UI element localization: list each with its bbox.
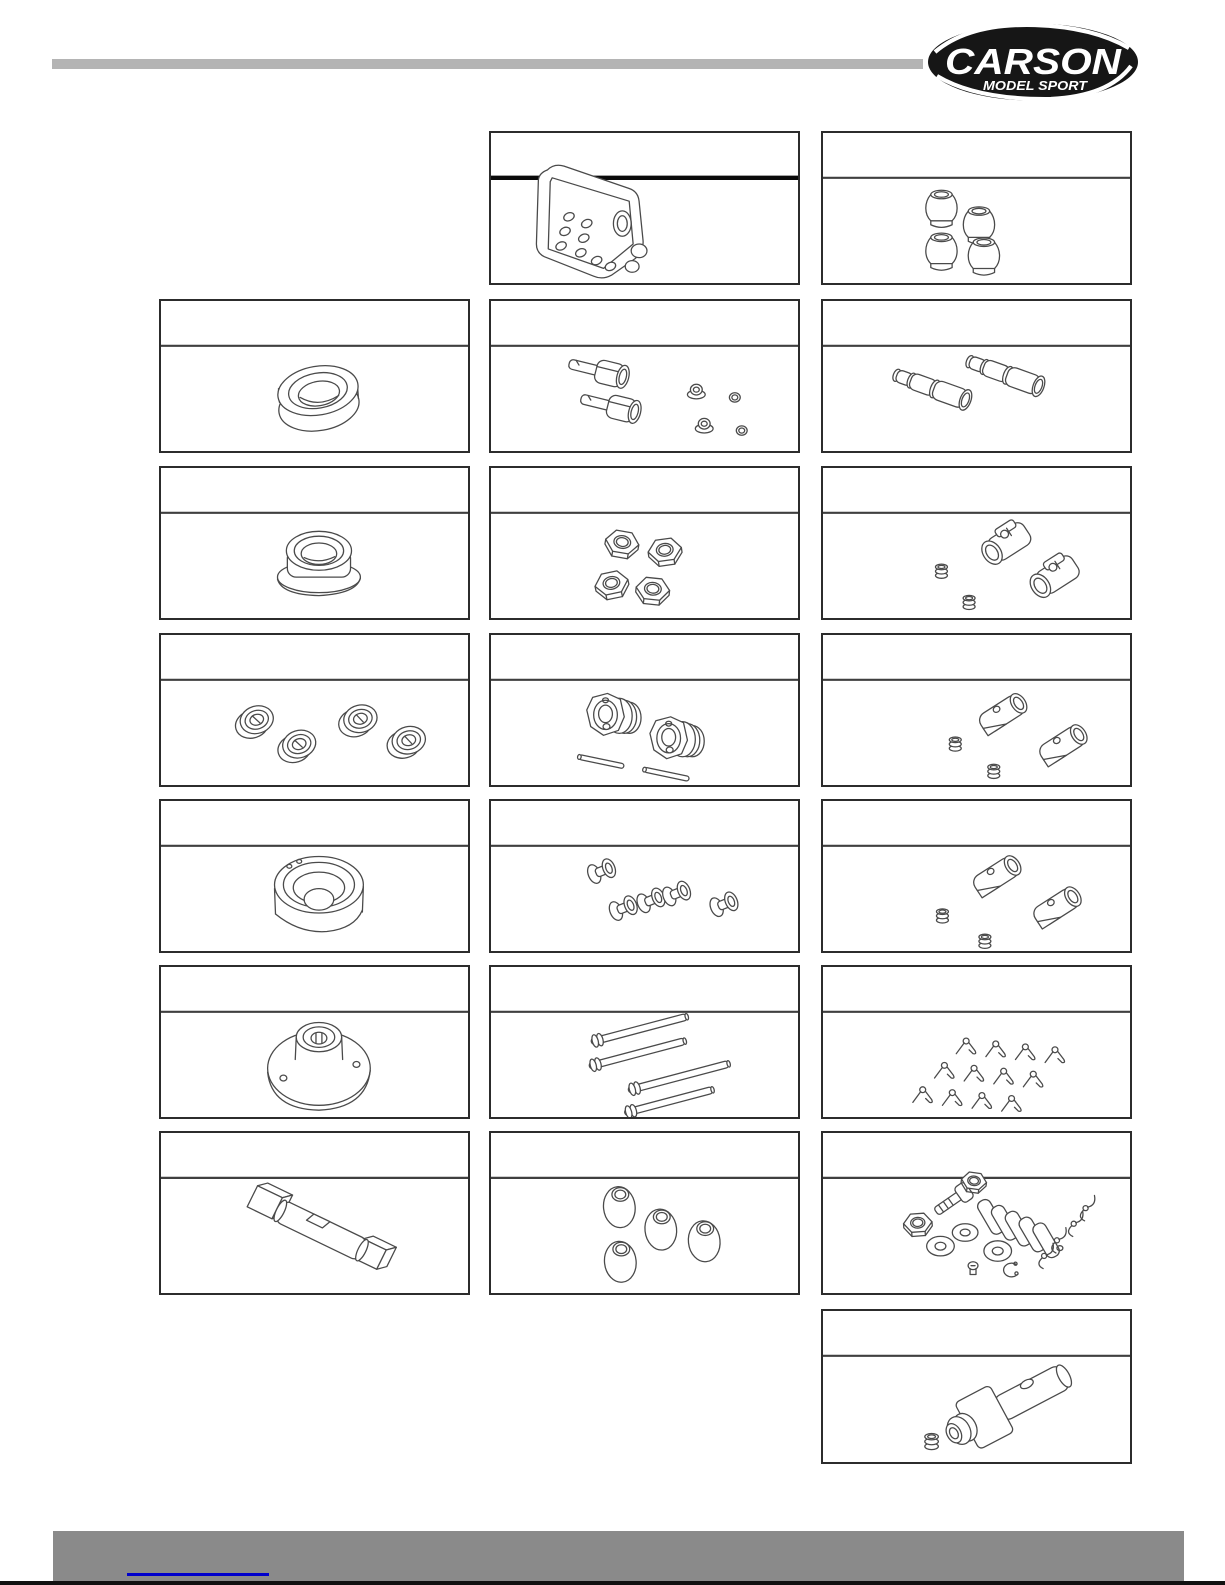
wheel-hubs-pins-box [489,633,800,787]
diff-outdrives-drawing [491,301,798,451]
footer-link[interactable] [127,1573,269,1576]
body-clips-box [821,965,1132,1119]
square-shaft-drawing [161,1133,468,1293]
shaft-adapter-drawing [823,1311,1130,1462]
cup-joints-box [821,633,1132,787]
shaft-adapter-box [821,1309,1132,1464]
drive-drum-drawing [161,801,468,951]
drive-shafts-box [821,299,1132,453]
shock-balls-box [489,1131,800,1295]
page-bottom-edge [0,1581,1225,1585]
ball-bearings-box [159,633,470,787]
ball-bearings-drawing [161,635,468,785]
clutch-assembly-drawing [823,1133,1130,1293]
rollers-drawing [491,801,798,951]
clamp-couplers-box [821,466,1132,620]
bearing-bushing-box [159,299,470,453]
chassis-plate-box [489,131,800,285]
wheel-nuts-drawing [491,468,798,618]
shock-balls-drawing [491,1133,798,1293]
logo-brand-text: CARSON [945,41,1123,82]
axle-shafts-box [489,965,800,1119]
footer-bar [53,1531,1184,1585]
cup-joints-drawing [823,635,1130,785]
logo-subtitle-text: MODEL SPORT [983,79,1089,93]
clamp-couplers-drawing [823,468,1130,618]
flanged-bushing-drawing [161,468,468,618]
rollers-box [489,799,800,953]
flanged-hub-box [159,965,470,1119]
drive-drum-box [159,799,470,953]
cup-joints-b-drawing [823,801,1130,951]
ball-connectors-drawing [823,133,1130,283]
clutch-assembly-box [821,1131,1132,1295]
flanged-bushing-box [159,466,470,620]
diff-outdrives-box [489,299,800,453]
flanged-hub-drawing [161,967,468,1117]
axle-shafts-drawing [491,967,798,1117]
body-clips-drawing [823,967,1130,1117]
ball-connectors-box [821,131,1132,285]
chassis-plate-drawing [491,133,798,283]
bearing-bushing-drawing [161,301,468,451]
square-shaft-box [159,1131,470,1295]
cup-joints-b-box [821,799,1132,953]
drive-shafts-drawing [823,301,1130,451]
wheel-hubs-pins-drawing [491,635,798,785]
wheel-nuts-box [489,466,800,620]
